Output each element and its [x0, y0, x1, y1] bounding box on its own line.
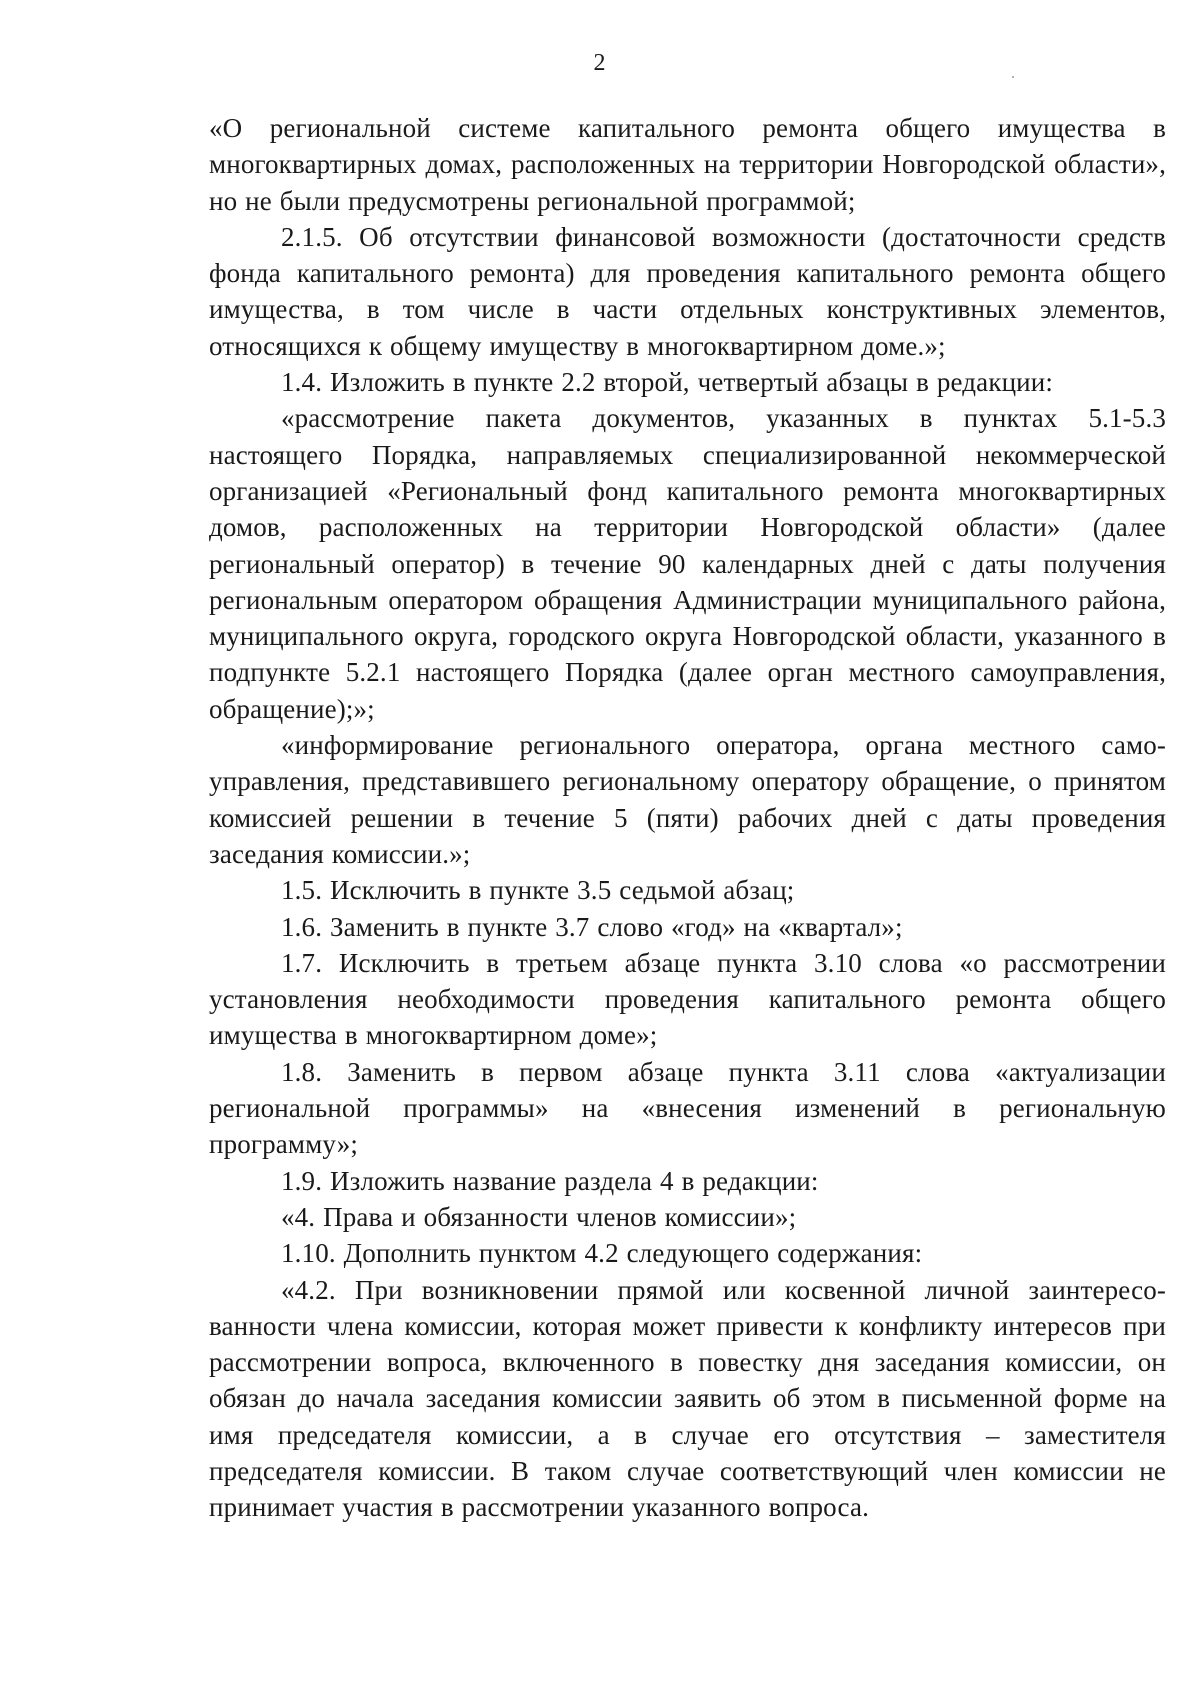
paragraph-quote-inform: «информирование регионального оператора, органа местного само-управления, представившего региональному оператору обращение, о принятом комиссией решении в течение 5 (пяти) рабочих дней с даты проведения заседания комиссии.»; [209, 730, 1166, 869]
paragraph-quote-review: «рассмотрение пакета документов, указанных в пунктах 5.1-5.3 настоящего Порядка, направляемых специализированной некоммерческой организацией «Региональный фонд капитального ремонта многоквартирных домов, расположенных на территории Новгородской области» (далее региональный оператор) в течение 90 календарных дней с даты получения региональным оператором обращения Администрации муниципального района, муниципального округа, городского округа Новгородской области, указанного в подпункте 5.2.1 настоящего Порядка (далее орган местного самоуправления, обращение);»; [209, 403, 1166, 724]
paragraph-1-9: 1.9. Изложить название раздела 4 в редакции: [281, 1165, 819, 1196]
paragraph-section-4-title: «4. Права и обязанности членов комиссии»; [281, 1201, 797, 1232]
paragraph-2-1-5: 2.1.5. Об отсутствии финансовой возможности (достаточности средств фонда капитального ремонта) для проведения капитального ремонта общего имущества, в том числе в части отдельных конструктивных элементов, относящихся к общему имуществу в многоквартирном доме.»; [209, 221, 1166, 361]
paragraph-1-10: 1.10. Дополнить пунктом 4.2 следующего содержания: [281, 1238, 923, 1269]
paragraph-4-2: «4.2. При возникновении прямой или косвенной личной заинтересо-ванности члена комиссии, которая может привести к конфликту интересов при рассмотрении вопроса, включенного в повестку дня заседания комиссии, он обязан до начала заседания комиссии заявить об этом в письменной форме на имя председателя комиссии, а в случае его отсутствия – заместителя председателя комиссии. В таком случае соответствующий член комиссии не принимает участия в рассмотрении указанного вопроса. [209, 1274, 1166, 1523]
paragraph-1-6: 1.6. Заменить в пункте 3.7 слово «год» на «квартал»; [281, 911, 903, 942]
paragraph-1-5: 1.5. Исключить в пункте 3.5 седьмой абзац; [281, 875, 795, 906]
document-body [209, 110, 1166, 1526]
paragraph-1-7: 1.7. Исключить в третьем абзаце пункта 3.10 слова «о рассмотрении установления необходимости проведения капитального ремонта общего имущества в многоквартирном доме»; [209, 947, 1166, 1051]
paragraph-continuation: «О региональной системе капитального ремонта общего имущества в многоквартирных домах, расположенных на территории Новгородской области», но не были предусмотрены региональной программой; [209, 113, 1166, 216]
paragraph-1-8: 1.8. Заменить в первом абзаце пункта 3.11 слова «актуализации региональной программы» на «внесения изменений в региональную программу»; [209, 1056, 1166, 1160]
page-number: 2 [593, 50, 607, 76]
scan-speck [1012, 76, 1014, 78]
paragraph-1-4: 1.4. Изложить в пункте 2.2 второй, четвертый абзацы в редакции: [281, 367, 1054, 398]
